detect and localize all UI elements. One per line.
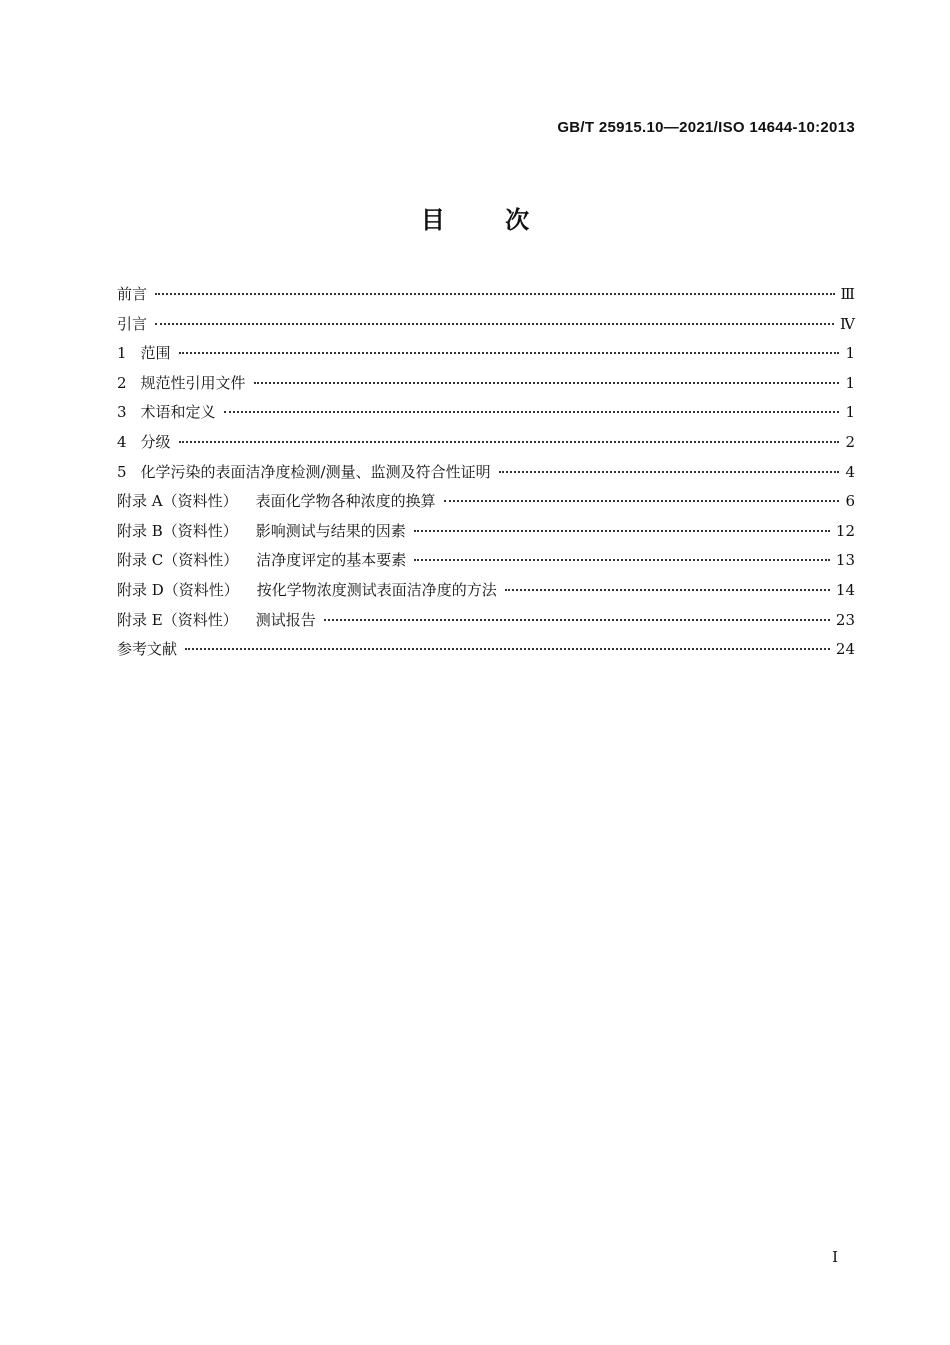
toc-entry-label: 前言 (117, 285, 148, 303)
toc-entry-annex-prefix: 附录 A（资料性） (117, 492, 238, 511)
toc-entry-bibliography[interactable] (117, 635, 855, 665)
toc-entry-2[interactable] (117, 369, 855, 399)
toc-entry-annex-prefix: 附录 E（资料性） (117, 610, 238, 629)
toc-entry-label: 洁净度评定的基本要素 (256, 551, 407, 570)
toc-entry-label: 术语和定义 (140, 403, 216, 422)
toc-entry-page: Ⅳ (840, 314, 855, 333)
toc-entry-label: 参考文献 (117, 640, 178, 659)
toc-entry-label: 引言 (117, 314, 148, 333)
toc-leader-dots (414, 530, 830, 532)
toc-leader-dots (414, 559, 830, 561)
toc-entry-annex-a[interactable] (117, 487, 855, 517)
toc-entry-annex-prefix: 附录 C（资料性） (117, 551, 239, 570)
toc-entry-annex-b[interactable] (117, 517, 855, 547)
toc-entry-page: 13 (835, 551, 855, 570)
toc-leader-dots (185, 648, 830, 650)
toc-entry-page: 2 (845, 432, 855, 451)
toc-entry-label: 影响测试与结果的因素 (255, 521, 406, 540)
toc-entry-number: 5 (117, 462, 127, 481)
toc-entry-annex-e[interactable] (117, 606, 855, 636)
toc-entry-3[interactable] (117, 398, 855, 428)
toc-entry-page: 1 (845, 344, 855, 363)
toc-entry-page: 24 (835, 640, 855, 659)
toc-entry-number: 1 (117, 344, 127, 363)
page-title (0, 200, 950, 235)
toc-entry-label: 范围 (140, 344, 171, 363)
page-title-char-1: 目 (420, 206, 445, 234)
toc-leader-dots (155, 323, 834, 325)
toc-leader-dots (324, 619, 830, 621)
toc-entry-number: 4 (117, 432, 127, 451)
toc-leader-dots (444, 500, 839, 502)
toc-entry-page: Ⅲ (840, 285, 855, 303)
toc-entry-5[interactable] (117, 458, 855, 488)
toc-entry-label: 分级 (140, 432, 171, 451)
toc-leader-dots (505, 589, 830, 591)
toc-entry-page: 1 (845, 403, 855, 422)
toc-leader-dots (499, 471, 839, 473)
toc-entry-annex-c[interactable] (117, 546, 855, 576)
toc-entry-label: 化学污染的表面洁净度检测/测量、监测及符合性证明 (140, 462, 491, 481)
toc-entry-page: 23 (835, 610, 855, 629)
toc-entry-label: 按化学物浓度测试表面洁净度的方法 (256, 580, 497, 599)
toc-entry-annex-prefix: 附录 D（资料性） (117, 580, 239, 599)
toc-entry-label: 表面化学物各种浓度的换算 (255, 492, 436, 511)
toc-entry-page: 6 (845, 492, 855, 511)
toc-leader-dots (254, 382, 839, 384)
toc-entry-label: 规范性引用文件 (140, 373, 246, 392)
page-number: I (832, 1248, 838, 1266)
table-of-contents (117, 280, 855, 665)
toc-entry-number: 3 (117, 403, 127, 422)
toc-entry-annex-d[interactable] (117, 576, 855, 606)
toc-entry-page: 4 (845, 462, 855, 481)
toc-leader-dots (224, 411, 839, 413)
toc-entry-label: 测试报告 (255, 610, 316, 629)
toc-entry-page: 1 (845, 373, 855, 392)
toc-leader-dots (179, 441, 839, 443)
standard-code: GB/T 25915.10—2021/ISO 14644-10:2013 (557, 119, 855, 136)
toc-leader-dots (155, 293, 835, 295)
toc-entry-4[interactable] (117, 428, 855, 458)
toc-entry-introduction[interactable] (117, 310, 855, 340)
toc-leader-dots (179, 352, 839, 354)
toc-entry-annex-prefix: 附录 B（资料性） (117, 521, 238, 540)
toc-entry-page: 12 (835, 521, 855, 540)
page-title-char-2: 次 (505, 206, 530, 234)
toc-entry-number: 2 (117, 373, 127, 392)
toc-entry-foreword[interactable] (117, 280, 855, 310)
toc-entry-page: 14 (835, 580, 855, 599)
toc-entry-1[interactable] (117, 339, 855, 369)
